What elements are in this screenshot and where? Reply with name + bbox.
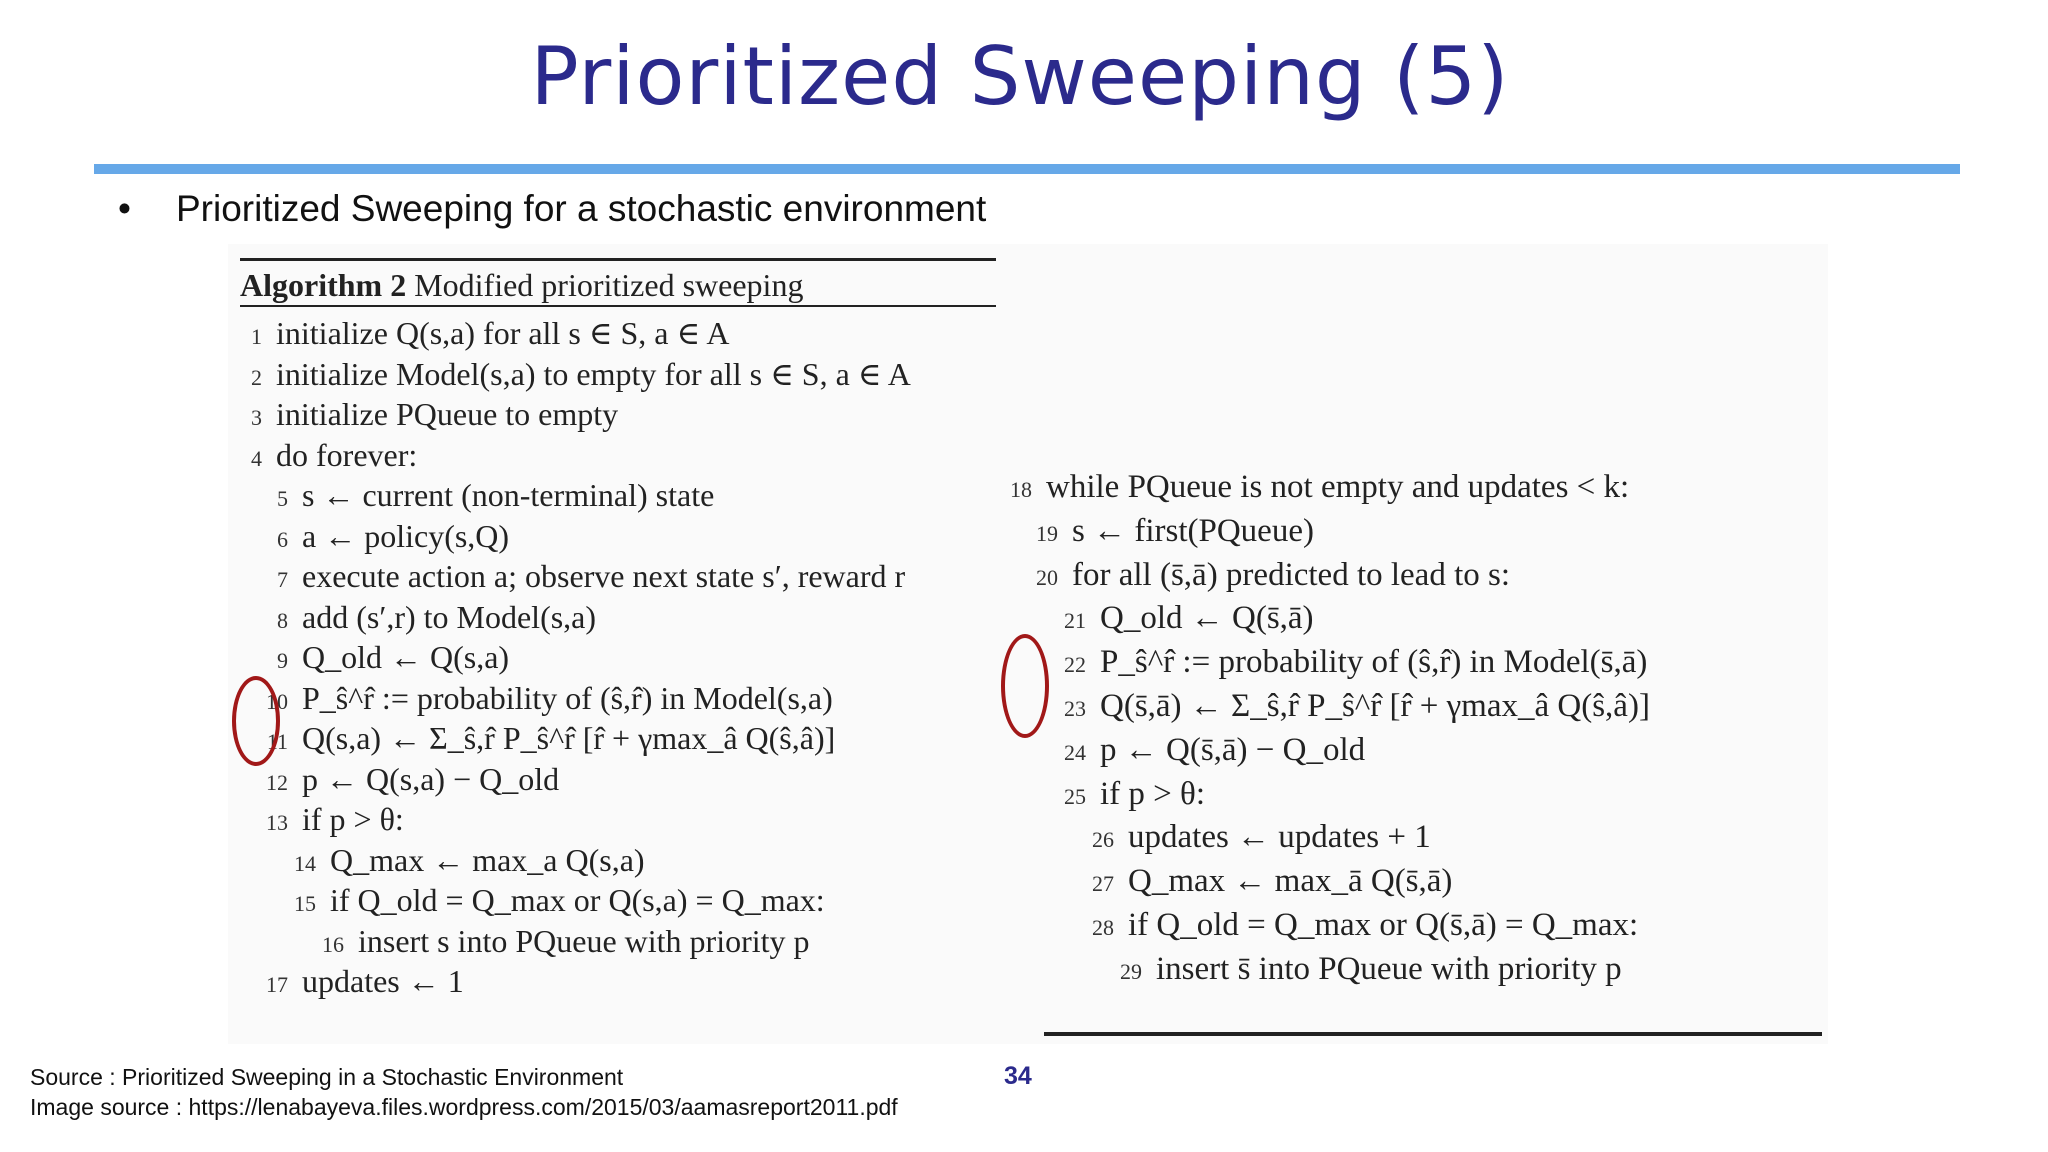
line-number: 15 (294, 891, 316, 916)
line-text: p ← Q(s,a) − Q_old (302, 760, 560, 797)
title-divider (94, 164, 1960, 174)
algorithm-top-rule (240, 258, 996, 261)
line-number: 22 (1064, 652, 1086, 678)
algorithm-line (1004, 948, 1824, 992)
algorithm-line (1004, 860, 1824, 904)
algorithm-right-column (1004, 466, 1824, 992)
line-text: Q_old ← Q(s,a) (302, 639, 510, 675)
line-number: 21 (1064, 608, 1086, 634)
line-text: initialize PQueue to empty (276, 396, 619, 432)
line-text: while PQueue is not empty and updates < k: (1046, 469, 1630, 505)
line-number: 7 (277, 567, 288, 592)
line-text: updates ← updates + 1 (1128, 819, 1431, 856)
line-number: 4 (251, 445, 262, 471)
line-number: 26 (1092, 827, 1114, 853)
line-number: 3 (251, 405, 262, 430)
line-number: 8 (277, 607, 288, 633)
line-text: a ← policy(s,Q) (302, 517, 510, 554)
line-text: Q_max ← max_ā Q(s̄,ā) (1128, 863, 1453, 900)
algorithm-line (240, 840, 996, 881)
line-number: 19 (1036, 520, 1058, 546)
highlight-circle-right (1001, 634, 1049, 738)
algorithm-left-column (240, 258, 996, 1002)
algorithm-line (1004, 466, 1824, 510)
line-text: updates ← 1 (302, 963, 464, 999)
line-text: s ← first(PQueue) (1072, 512, 1314, 549)
slide-title: Prioritized Sweeping (5) (530, 30, 1510, 123)
line-number: 1 (251, 324, 262, 349)
line-text: initialize Q(s,a) for all s ∈ S, a ∈ A (276, 315, 730, 351)
algorithm-line (1004, 510, 1824, 554)
bullet-dot-icon: • (118, 188, 131, 229)
page-number: 34 (1004, 1062, 1032, 1090)
line-text: Q(s̄,ā) ← Σ_ŝ,r̂ P_ŝ^r̂ [r̂ + γmax_â Q(ŝ,â)] (1100, 687, 1650, 724)
algorithm-label: Algorithm 2 (240, 267, 407, 303)
algorithm-bottom-rule (1044, 1032, 1822, 1036)
line-number: 24 (1064, 739, 1086, 765)
line-number: 11 (266, 729, 288, 754)
algorithm-line (240, 637, 996, 678)
algorithm-name: Modified prioritized sweeping (414, 267, 804, 303)
line-number: 27 (1092, 871, 1114, 897)
line-text: execute action a; observe next state s′, reward r (302, 558, 906, 594)
line-number: 23 (1064, 695, 1086, 721)
algorithm-line (240, 921, 996, 962)
line-number: 9 (277, 648, 288, 673)
source-citation: Source : Prioritized Sweeping in a Stochastic Environment (30, 1064, 624, 1090)
line-text: do forever: (276, 436, 418, 473)
highlight-circle-left (232, 676, 280, 766)
algorithm-line (240, 354, 996, 395)
algorithm-header (240, 265, 996, 307)
algorithm-line (240, 799, 996, 840)
line-text: initialize Model(s,a) to empty for all s ∈ S, a ∈ A (276, 355, 911, 392)
algorithm-line (1004, 597, 1824, 641)
algorithm-line (1004, 729, 1824, 773)
algorithm-line (1004, 816, 1824, 860)
algorithm-line (1004, 904, 1824, 948)
line-text: Q_max ← max_a Q(s,a) (330, 841, 645, 878)
algorithm-line (240, 597, 996, 638)
line-text: insert s̄ into PQueue with priority p (1156, 950, 1622, 987)
algorithm-line (240, 516, 996, 557)
algorithm-line (240, 961, 996, 1002)
line-number: 2 (251, 364, 262, 390)
line-number: 29 (1120, 958, 1142, 984)
line-text: Q(s,a) ← Σ_ŝ,r̂ P_ŝ^r̂ [r̂ + γmax_â Q(ŝ,â)] (302, 720, 836, 756)
line-text: for all (s̄,ā) predicted to lead to s: (1072, 556, 1511, 593)
line-number: 13 (266, 810, 288, 835)
algorithm-line (240, 475, 996, 516)
line-text: if p > θ: (1100, 775, 1205, 812)
algorithm-line (240, 880, 996, 921)
line-number: 18 (1010, 477, 1032, 502)
line-text: Q_old ← Q(s̄,ā) (1100, 600, 1314, 637)
algorithm-line (240, 394, 996, 435)
line-text: if p > θ: (302, 801, 404, 837)
line-number: 16 (322, 931, 344, 957)
algorithm-line (240, 718, 996, 759)
algorithm-line (240, 556, 996, 597)
image-source-citation: Image source : https://lenabayeva.files.wordpress.com/2015/03/aamasreport2011.pdf (30, 1094, 898, 1120)
algorithm-line (1004, 685, 1824, 729)
line-number: 12 (266, 769, 288, 795)
line-text: insert s into PQueue with priority p (358, 922, 810, 959)
line-number: 5 (277, 486, 288, 511)
algorithm-lines-left (240, 313, 996, 1002)
algorithm-line (240, 678, 996, 719)
line-text: P_ŝ^r̂ := probability of (ŝ,r̂) in Model(s,a) (302, 679, 833, 716)
line-text: if Q_old = Q_max or Q(s̄,ā) = Q_max: (1128, 906, 1639, 943)
algorithm-lines-right (1004, 466, 1824, 992)
algorithm-line (240, 313, 996, 354)
algorithm-line (240, 435, 996, 476)
algorithm-line (1004, 641, 1824, 685)
algorithm-line (240, 759, 996, 800)
line-text: if Q_old = Q_max or Q(s,a) = Q_max: (330, 882, 825, 918)
line-text: s ← current (non-terminal) state (302, 477, 715, 513)
line-number: 28 (1092, 914, 1114, 940)
line-text: p ← Q(s̄,ā) − Q_old (1100, 731, 1366, 768)
line-number: 25 (1064, 783, 1086, 809)
bullet-item (118, 188, 986, 230)
bullet-text: Prioritized Sweeping for a stochastic environment (176, 188, 987, 229)
algorithm-line (1004, 773, 1824, 817)
line-number: 20 (1036, 564, 1058, 590)
line-number: 17 (266, 972, 288, 997)
line-number: 10 (266, 688, 288, 714)
line-text: P_ŝ^r̂ := probability of (ŝ,r̂) in Model(s̄,ā) (1100, 644, 1648, 681)
line-number: 6 (277, 526, 288, 552)
line-number: 14 (294, 850, 316, 876)
algorithm-line (1004, 554, 1824, 598)
line-text: add (s′,r) to Model(s,a) (302, 598, 597, 635)
